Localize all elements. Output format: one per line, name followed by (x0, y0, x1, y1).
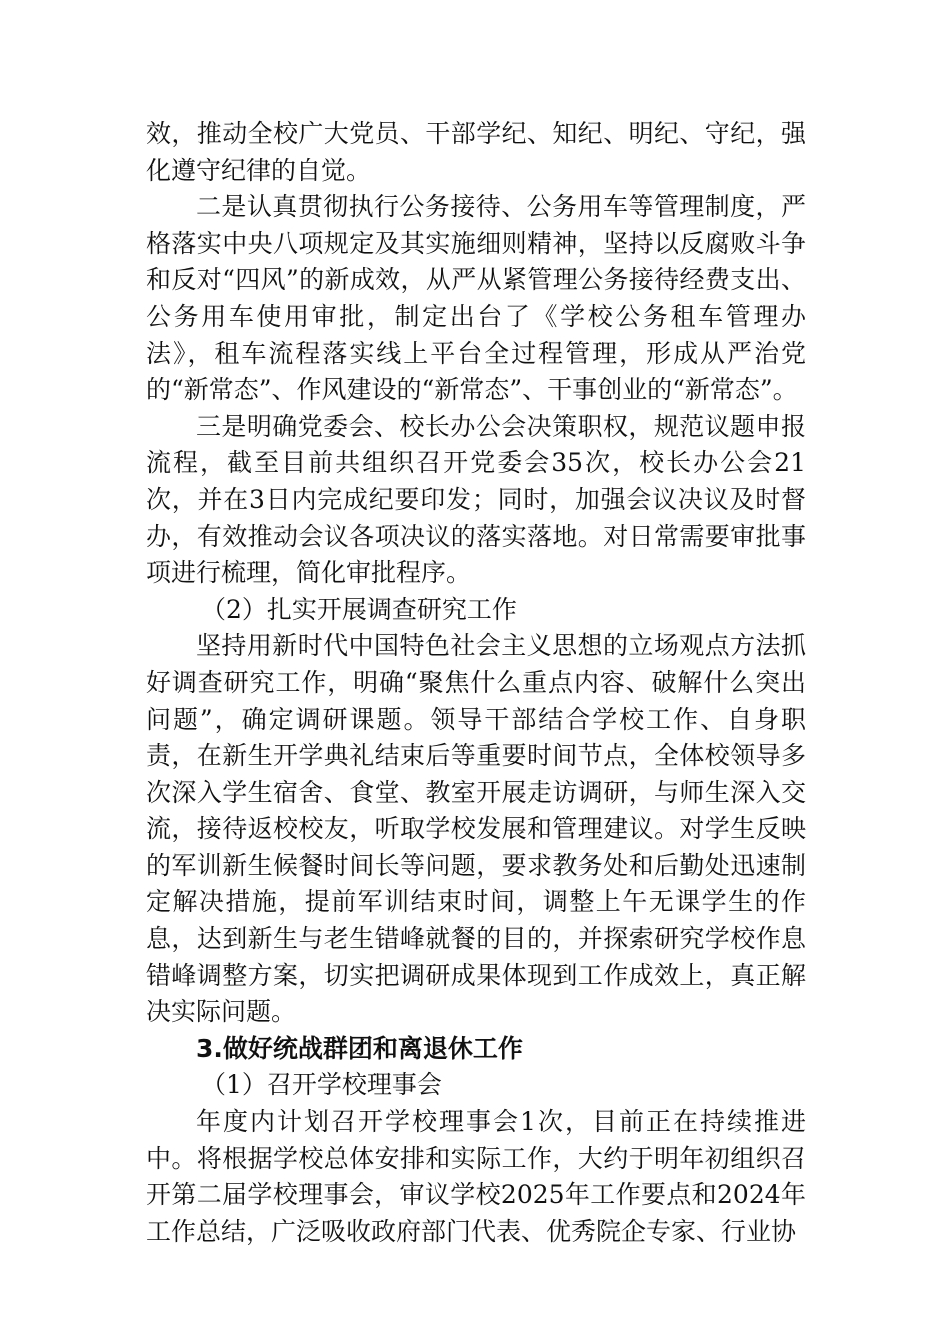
paragraph-item-two: 二是认真贯彻执行公务接待、公务用车等管理制度，严格落实中央八项规定及其实施细则精神，坚持以反腐败斗争和反对“四风”的新成效，从严从紧管理公务接待经费支出、公务用车使用审批，制定出台了《学校公务租车管理办法》，租车流程落实线上平台全过程管理，形成从严治党的“新常态”、作风建设的“新常态”、干事创业的“新常态”。 (146, 192, 806, 405)
paragraph-item-three: 三是明确党委会、校长办公会决策职权，规范议题申报流程，截至目前共组织召开党委会35次，校长办公会21次，并在3日内完成纪要印发；同时，加强会议决议及时督办，有效推动会议各项决议的落实落地。对日常需要审批事项进行梳理，简化审批程序。 (146, 411, 806, 588)
paragraph-research: 坚持用新时代中国特色社会主义思想的立场观点方法抓好调查研究工作，明确“聚焦什么重点内容、破解什么突出问题”，确定调研课题。领导干部结合学校工作、自身职责，在新生开学典礼结束后等重要时间节点，全体校领导多次深入学生宿舍、食堂、教室开展走访调研，与师生深入交流，接待返校校友，听取学校发展和管理建议。对学生反映的军训新生候餐时间长等问题，要求教务处和后勤处迅速制定解决措施，提前军训结束时间，调整上午无课学生的作息，达到新生与老生错峰就餐的目的，并探索研究学校作息错峰调整方案，切实把调研成果体现到工作成效上，真正解决实际问题。 (146, 631, 806, 1027)
paragraph-continuation: 效，推动全校广大党员、干部学纪、知纪、明纪、守纪，强化遵守纪律的自觉。 (146, 119, 806, 185)
subheading-research: （2）扎实开展调查研究工作 (201, 594, 517, 624)
paragraph-council: 年度内计划召开学校理事会1次，目前正在持续推进中。将根据学校总体安排和实际工作，大约于明年初组织召开第二届学校理事会，审议学校2025年工作要点和2024年工作总结，广泛吸收政府部门代表、优秀院企专家、行业协 (146, 1107, 806, 1246)
section-heading-united-front: 3.做好统战群团和离退休工作 (196, 1033, 523, 1063)
subheading-council: （1）召开学校理事会 (201, 1070, 442, 1100)
document-body (146, 116, 806, 1250)
